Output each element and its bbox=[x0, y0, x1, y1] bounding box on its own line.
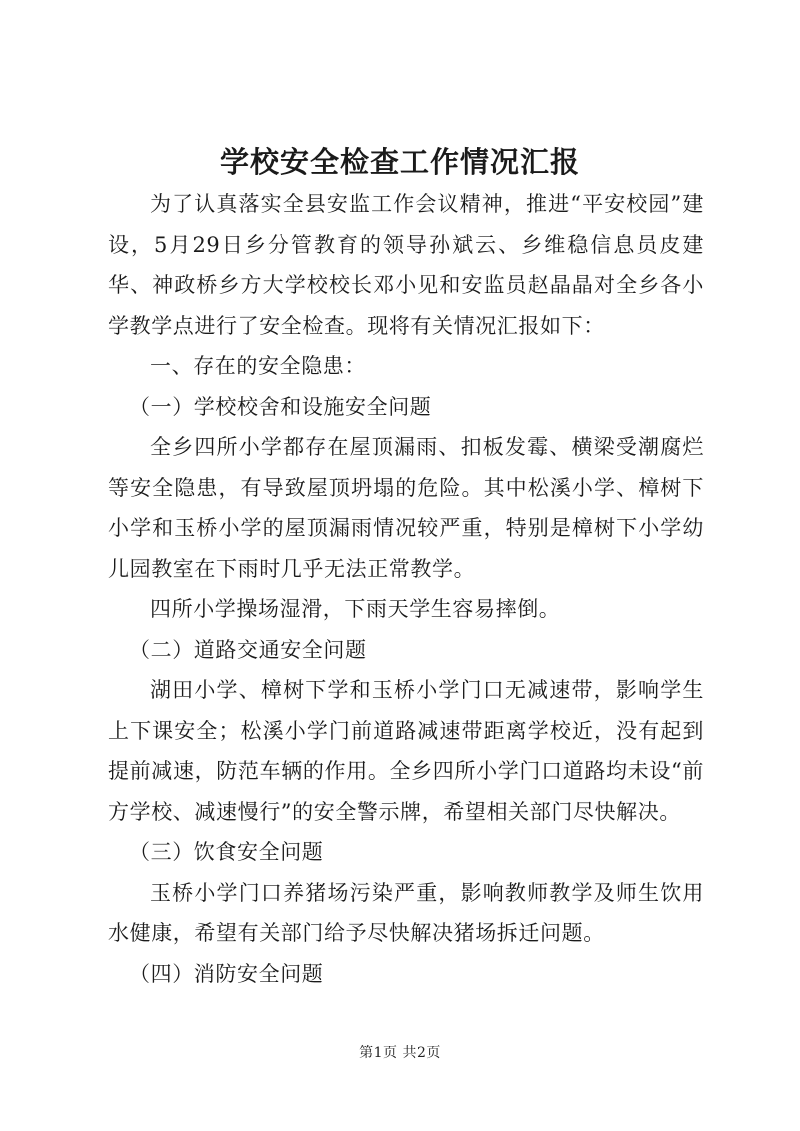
page-footer: 第1页 共2页 bbox=[359, 1045, 441, 1061]
document-body bbox=[108, 184, 704, 994]
subsection-heading-buildings: （一）学校校舍和设施安全问题 bbox=[129, 394, 432, 419]
buildings-paragraph: 全乡四所小学都存在屋顶漏雨、扣板发霉、横梁受潮腐烂等安全隐患，有导致屋顶坍塌的危险。其中松溪小学、樟树下小学和玉桥小学的屋顶漏雨情况较严重，特别是樟树下小学幼儿园教室在下雨时几乎无法正常教学。 bbox=[108, 435, 704, 581]
subsection-heading-traffic: （二）道路交通安全问题 bbox=[129, 637, 367, 662]
food-paragraph: 玉桥小学门口养猪场污染严重，影响教师教学及师生饮用水健康，希望有关部门给予尽快解决猪场拆迁问题。 bbox=[108, 880, 704, 945]
document-title: 学校安全检查工作情况汇报 bbox=[219, 145, 580, 179]
subsection-heading-fire: （四）消防安全问题 bbox=[129, 961, 324, 986]
traffic-paragraph: 湖田小学、樟树下学和玉桥小学门口无减速带，影响学生上下课安全；松溪小学门前道路减速带距离学校近，没有起到提前减速，防范车辆的作用。全乡四所小学门口道路均未设“前方学校、减速慢行”的安全警示牌，希望相关部门尽快解决。 bbox=[108, 678, 704, 824]
intro-paragraph: 为了认真落实全县安监工作会议精神，推进“平安校园”建设，5月29日乡分管教育的领导孙斌云、乡维稳信息员皮建华、神政桥乡方大学校校长邓小见和安监员赵晶晶对全乡各小学教学点进行了安全检查。现将有关情况汇报如下： bbox=[108, 192, 704, 338]
subsection-heading-food: （三）饮食安全问题 bbox=[129, 840, 324, 864]
section-heading-hazards: 一、存在的安全隐患： bbox=[150, 354, 366, 378]
document-page bbox=[108, 0, 704, 1131]
playground-paragraph: 四所小学操场湿滑，下雨天学生容易摔倒。 bbox=[150, 597, 561, 621]
